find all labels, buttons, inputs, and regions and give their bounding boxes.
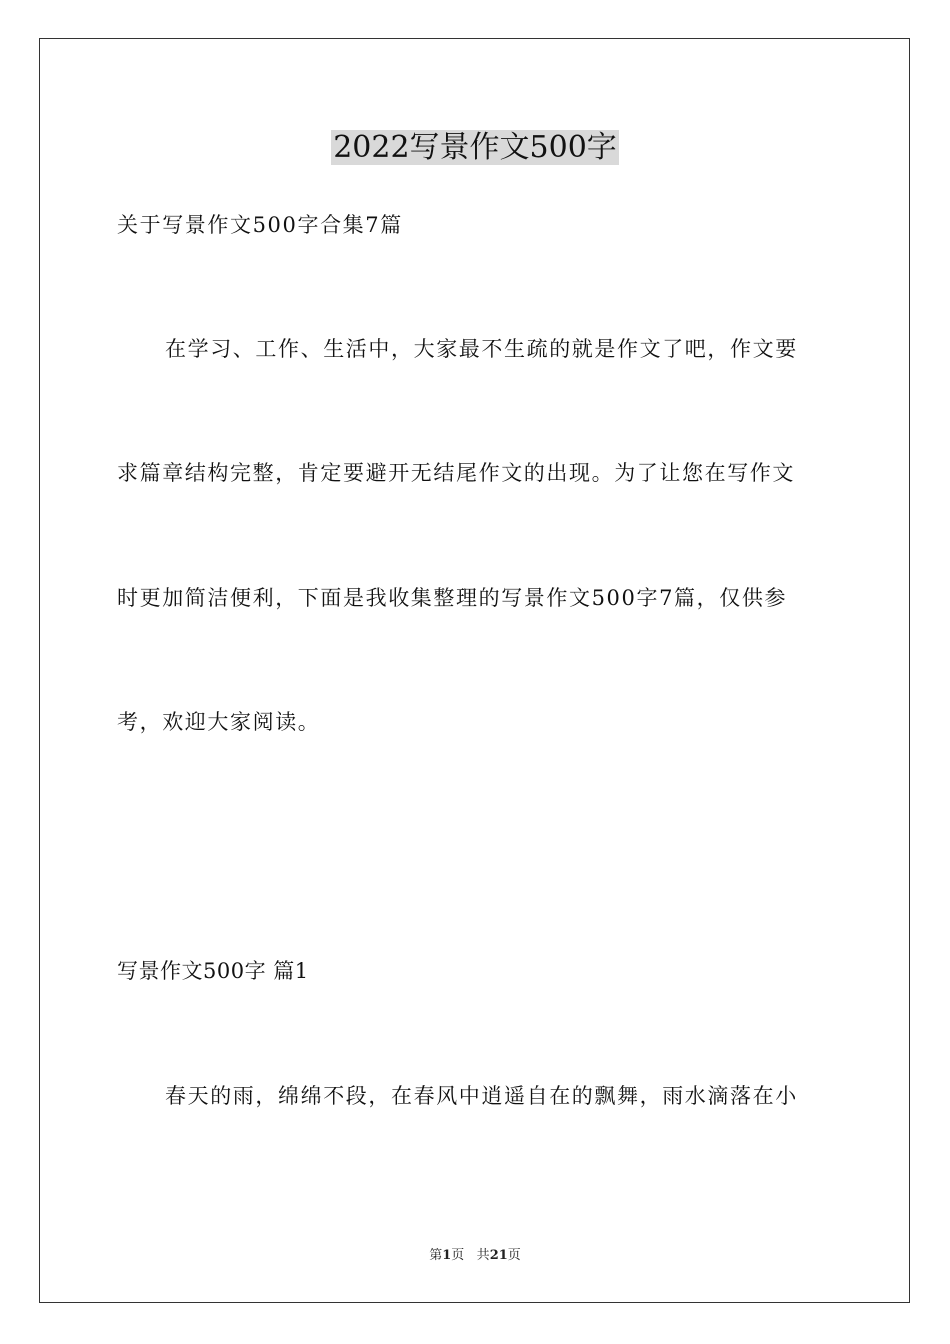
footer-page-number: 1 xyxy=(442,1248,452,1263)
page-footer xyxy=(0,1246,950,1266)
footer-total-suffix: 页 xyxy=(507,1248,521,1263)
intro-line-2: 求篇章结构完整，肯定要避开无结尾作文的出现。为了让您在写作文 xyxy=(117,461,795,485)
document-subtitle: 关于写景作文500字合集7篇 xyxy=(117,213,403,237)
footer-prefix: 第 xyxy=(429,1248,443,1263)
intro-line-4: 考，欢迎大家阅读。 xyxy=(117,710,321,734)
document-title-text: 2022写景作文500字 xyxy=(333,130,617,165)
section-heading: 写景作文500字 篇1 xyxy=(117,959,309,983)
footer-total-prefix: 共 xyxy=(476,1248,490,1263)
document-title xyxy=(0,126,950,170)
intro-line-3: 时更加简洁便利，下面是我收集整理的写景作文500字7篇，仅供参 xyxy=(117,586,788,610)
footer-page-suffix: 页 xyxy=(451,1248,465,1263)
intro-line-1: 在学习、工作、生活中，大家最不生疏的就是作文了吧，作文要 xyxy=(165,337,798,361)
section-line-1: 春天的雨，绵绵不段，在春风中逍遥自在的飘舞，雨水滴落在小 xyxy=(165,1084,798,1108)
footer-total-pages: 21 xyxy=(489,1248,508,1263)
